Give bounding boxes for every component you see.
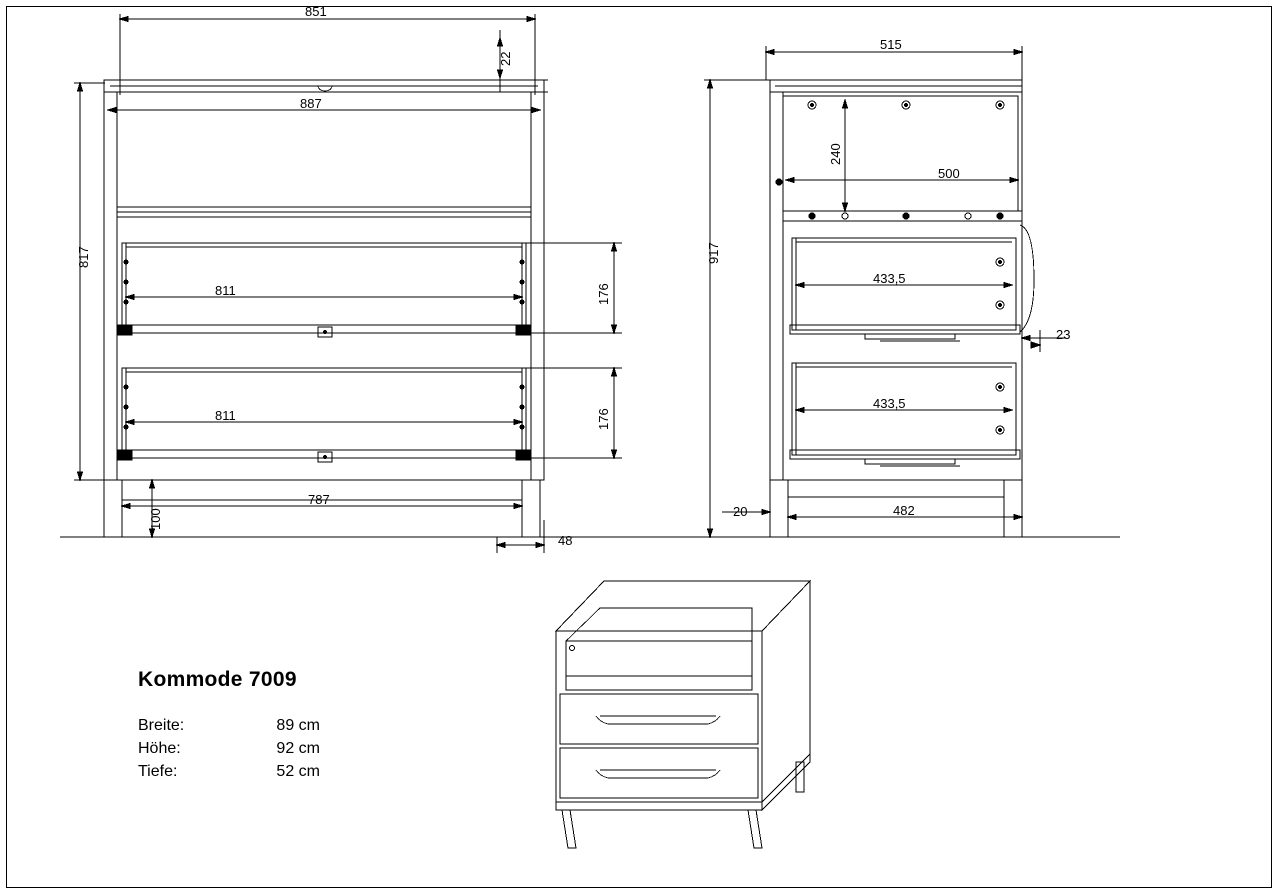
dim-front-plinth-width: 787 <box>308 492 330 507</box>
dim-side-shelf-depth: 500 <box>938 166 960 181</box>
dim-front-foot-offset: 48 <box>558 533 573 548</box>
spec-row-hoehe <box>138 737 320 760</box>
dim-side-compartment-height: 240 <box>828 143 843 165</box>
title-block <box>138 668 320 783</box>
spec-value-hoehe: 92 cm <box>276 740 320 757</box>
dim-side-drawer-depth-lower: 433,5 <box>873 396 906 411</box>
dim-side-overall-depth: 515 <box>880 37 902 52</box>
dim-front-drawer-width-upper: 811 <box>215 283 236 298</box>
spec-label-hoehe: Höhe: <box>138 740 181 757</box>
dim-front-top-thickness: 22 <box>498 51 513 66</box>
dim-front-drawer-height-upper: 176 <box>596 283 611 305</box>
dim-side-overall-height: 917 <box>706 242 721 264</box>
spec-row-breite <box>138 714 320 737</box>
page-title: Kommode 7009 <box>138 668 297 691</box>
spec-label-breite: Breite: <box>138 717 185 734</box>
dim-front-drawer-height-lower: 176 <box>596 408 611 430</box>
dim-side-foot-offset: 20 <box>733 504 748 519</box>
spec-value-tiefe: 52 cm <box>276 763 320 780</box>
dim-side-handle-projection: 23 <box>1056 327 1071 342</box>
dim-front-top-inner-width: 887 <box>300 96 322 111</box>
dim-front-plinth-height: 100 <box>148 508 163 530</box>
dim-front-overall-height: 817 <box>76 246 91 268</box>
spec-row-tiefe <box>138 760 320 783</box>
spec-value-breite: 89 cm <box>276 717 320 734</box>
dim-side-drawer-depth-upper: 433,5 <box>873 271 906 286</box>
dim-front-overall-width: 851 <box>305 4 327 19</box>
dim-front-drawer-width-lower: 811 <box>215 408 236 423</box>
dim-side-base-depth: 482 <box>893 503 915 518</box>
spec-label-tiefe: Tiefe: <box>138 763 178 780</box>
